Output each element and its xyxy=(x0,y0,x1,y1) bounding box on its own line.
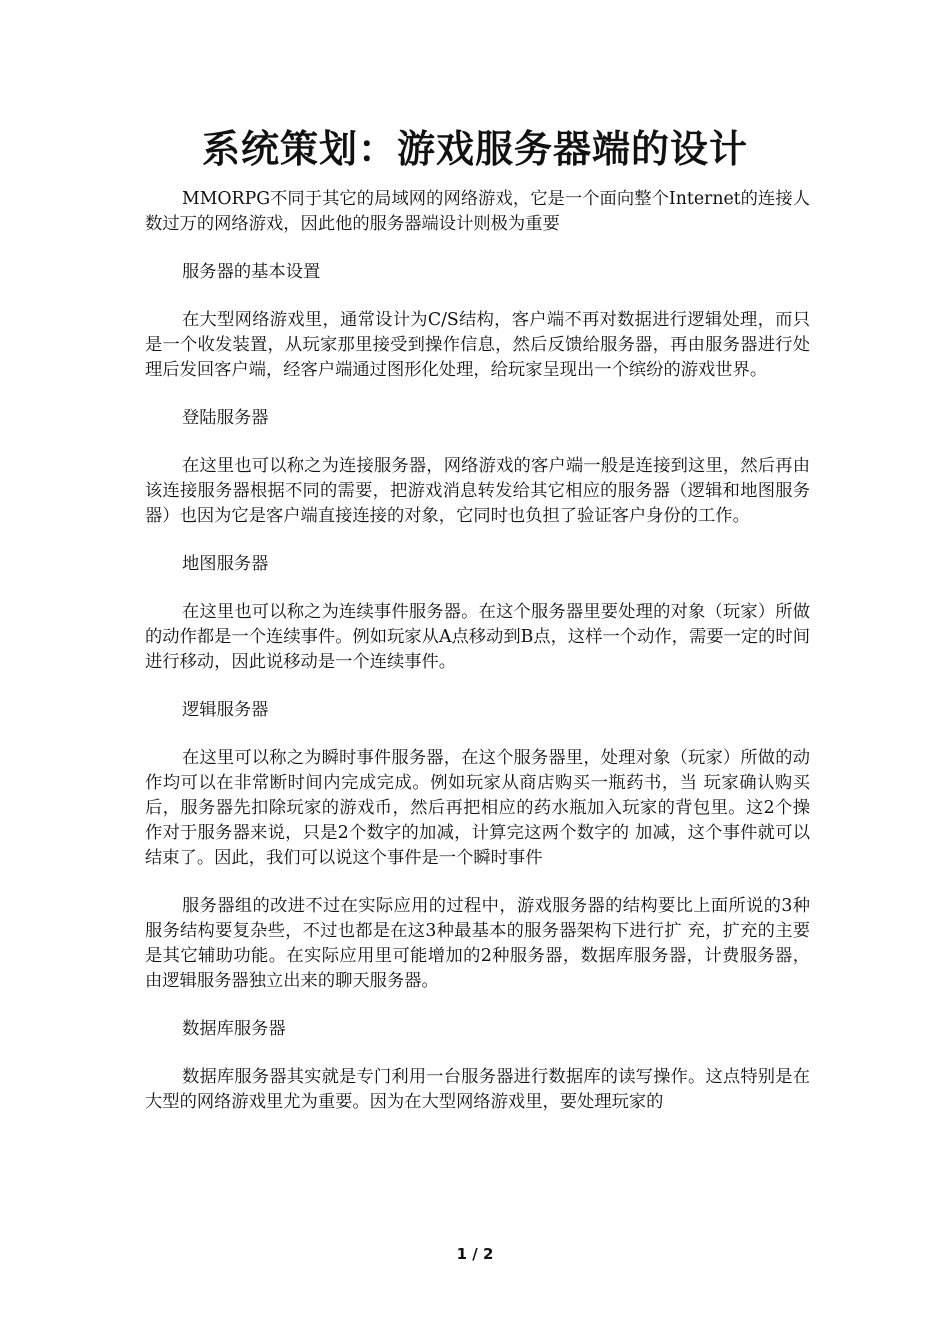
section-heading: 登陆服务器 xyxy=(182,408,269,428)
section-heading: 服务器的基本设置 xyxy=(182,262,321,282)
body-paragraph: 在大型网络游戏里，通常设计为C/S结构，客户端不再对数据进行逻辑处理，而只是一个收发装置，从玩家那里接受到操作信息，然后反馈给服务器，再由服务器进行处理后发回客户端，经客户端通过图形化处理，给玩家呈现出一个缤纷的游戏世界。 xyxy=(145,310,810,380)
body-paragraph: 在这里可以称之为瞬时事件服务器，在这个服务器里，处理对象（玩家）所做的动作均可以在非常断时间内完成完成。例如玩家从商店购买一瓶药书，当 玩家确认购买后，服务器先扣除玩家的游戏币，然后再把相应的药水瓶加入玩家的背包里。这2个操作对于服务器来说，只是2个数字的加减，计算完这两个数字的 加减，这个事件就可以结束了。因此，我们可以说这个事件是一个瞬时事件 xyxy=(145,748,810,868)
body-paragraph: MMORPG不同于其它的局域网的网络游戏，它是一个面向整个Internet的连接人数过万的网络游戏，因此他的服务器端设计则极为重要 xyxy=(145,189,810,234)
section-heading: 地图服务器 xyxy=(182,554,269,574)
page-number: 1 / 2 xyxy=(456,1245,494,1263)
section-heading: 数据库服务器 xyxy=(182,1019,286,1039)
body-paragraph: 服务器组的改进不过在实际应用的过程中，游戏服务器的结构要比上面所说的3种服务结构要复杂些，不过也都是在这3种最基本的服务器架构下进行扩 充，扩充的主要是其它辅助功能。在实际应用里可能增加的2种服务器，数据库服务器，计费服务器，由逻辑服务器独立出来的聊天服务器。 xyxy=(145,896,810,991)
body-paragraph: 数据库服务器其实就是专门利用一台服务器进行数据库的读写操作。这点特别是在大型的网络游戏里尤为重要。因为在大型网络游戏里，要处理玩家的 xyxy=(145,1067,810,1112)
document-body xyxy=(145,187,810,1138)
document-title: 系统策划：游戏服务器端的设计 xyxy=(201,127,748,171)
section-heading: 逻辑服务器 xyxy=(182,700,269,720)
body-paragraph: 在这里也可以称之为连接服务器，网络游戏的客户端一般是连接到这里，然后再由该连接服务器根据不同的需要，把游戏消息转发给其它相应的服务器（逻辑和地图服务器）也因为它是客户端直接连接的对象，它同时也负担了验证客户身份的工作。 xyxy=(145,456,810,526)
body-paragraph: 在这里也可以称之为连续事件服务器。在这个服务器里要处理的对象（玩家）所做的动作都是一个连续事件。例如玩家从A点移动到B点，这样一个动作，需要一定的时间进行移动，因此说移动是一个连续事件。 xyxy=(145,602,810,672)
